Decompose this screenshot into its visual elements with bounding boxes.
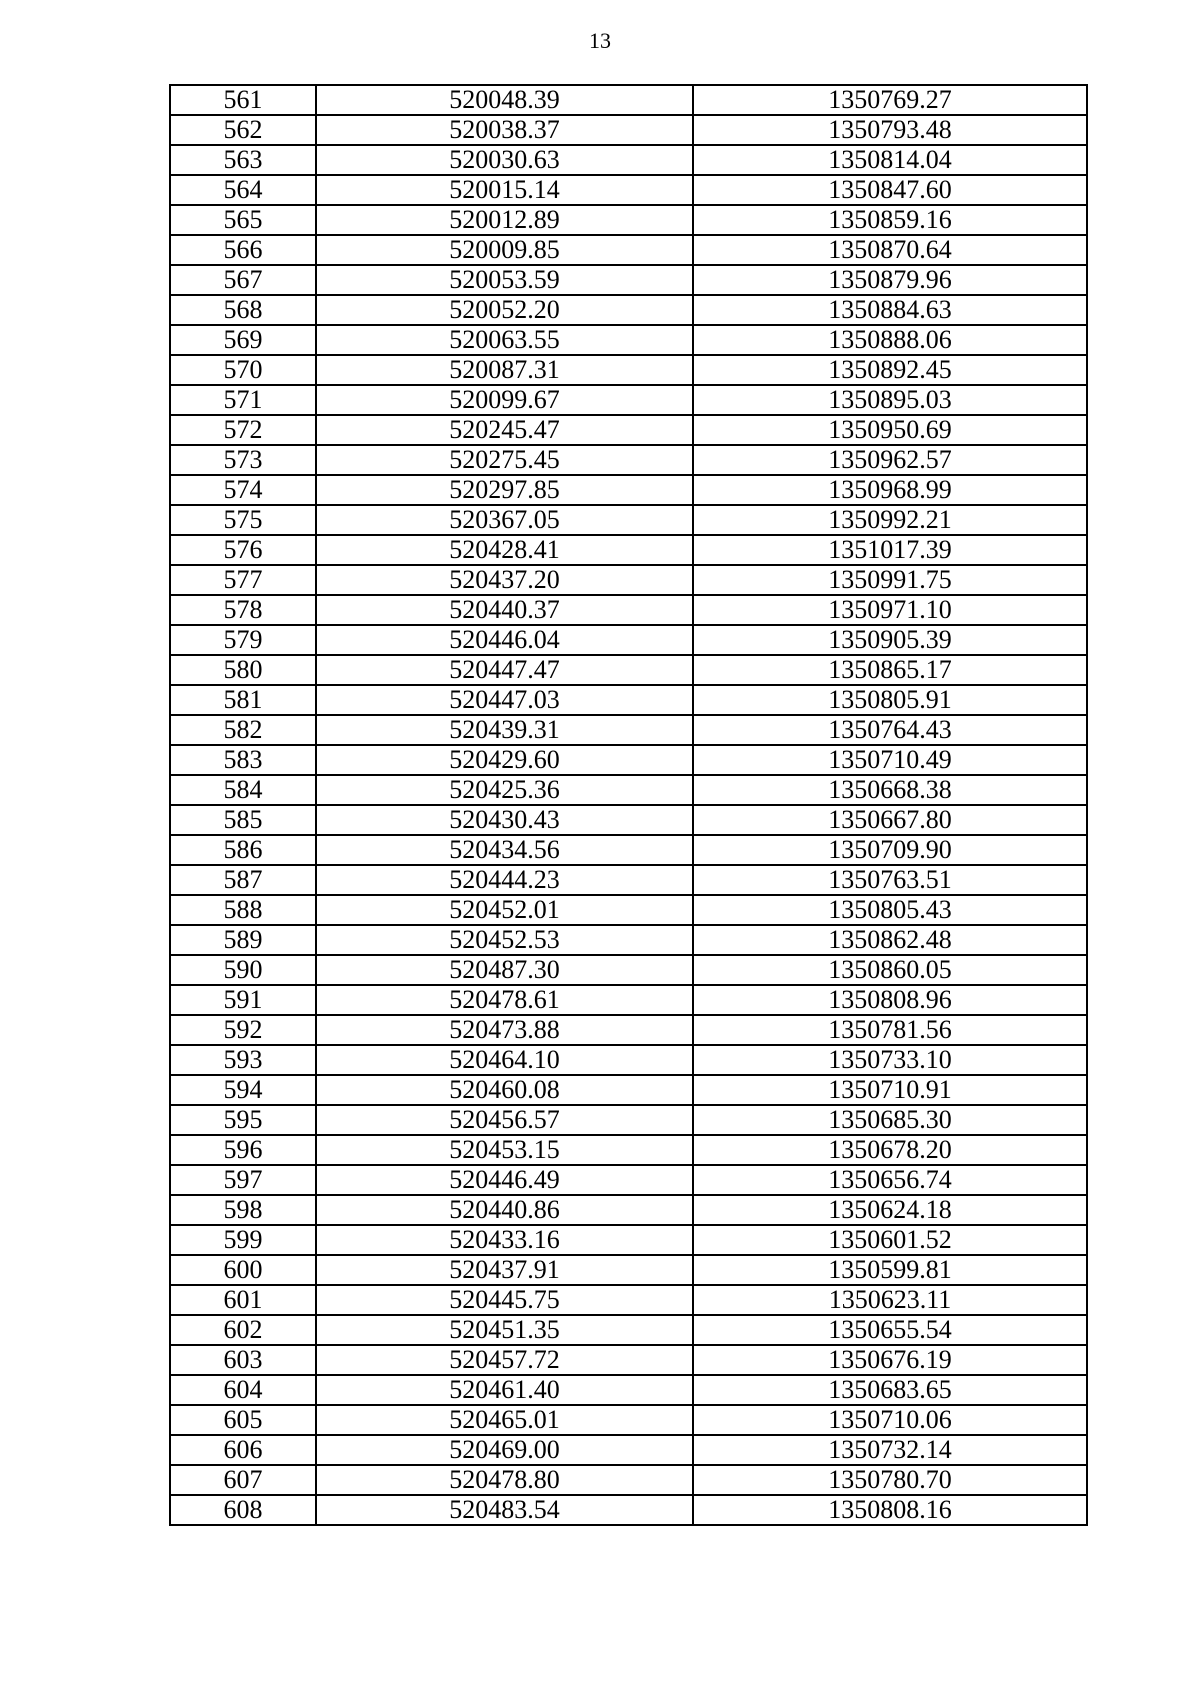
point-number-cell: 583 xyxy=(170,745,316,775)
table-row xyxy=(170,535,1087,565)
table-row xyxy=(170,1075,1087,1105)
y-coordinate-cell: 1350888.06 xyxy=(693,325,1087,355)
y-coordinate-cell: 1350884.63 xyxy=(693,295,1087,325)
y-coordinate-cell: 1350732.14 xyxy=(693,1435,1087,1465)
table-row xyxy=(170,295,1087,325)
table-row xyxy=(170,1015,1087,1045)
point-number-cell: 585 xyxy=(170,805,316,835)
point-number-cell: 574 xyxy=(170,475,316,505)
point-number-cell: 576 xyxy=(170,535,316,565)
table-row xyxy=(170,265,1087,295)
table-row xyxy=(170,445,1087,475)
table-row xyxy=(170,85,1087,115)
y-coordinate-cell: 1350862.48 xyxy=(693,925,1087,955)
table-row xyxy=(170,1465,1087,1495)
point-number-cell: 590 xyxy=(170,955,316,985)
x-coordinate-cell: 520015.14 xyxy=(316,175,693,205)
x-coordinate-cell: 520447.03 xyxy=(316,685,693,715)
table-row xyxy=(170,205,1087,235)
x-coordinate-cell: 520447.47 xyxy=(316,655,693,685)
table-row xyxy=(170,835,1087,865)
point-number-cell: 596 xyxy=(170,1135,316,1165)
y-coordinate-cell: 1350676.19 xyxy=(693,1345,1087,1375)
x-coordinate-cell: 520012.89 xyxy=(316,205,693,235)
table-row xyxy=(170,475,1087,505)
x-coordinate-cell: 520461.40 xyxy=(316,1375,693,1405)
x-coordinate-cell: 520445.75 xyxy=(316,1285,693,1315)
x-coordinate-cell: 520465.01 xyxy=(316,1405,693,1435)
x-coordinate-cell: 520297.85 xyxy=(316,475,693,505)
table-row xyxy=(170,865,1087,895)
y-coordinate-cell: 1350870.64 xyxy=(693,235,1087,265)
x-coordinate-cell: 520048.39 xyxy=(316,85,693,115)
y-coordinate-cell: 1350793.48 xyxy=(693,115,1087,145)
x-coordinate-cell: 520063.55 xyxy=(316,325,693,355)
point-number-cell: 584 xyxy=(170,775,316,805)
point-number-cell: 566 xyxy=(170,235,316,265)
x-coordinate-cell: 520437.91 xyxy=(316,1255,693,1285)
x-coordinate-cell: 520464.10 xyxy=(316,1045,693,1075)
y-coordinate-cell: 1350968.99 xyxy=(693,475,1087,505)
x-coordinate-cell: 520452.01 xyxy=(316,895,693,925)
table-row xyxy=(170,145,1087,175)
table-row xyxy=(170,1375,1087,1405)
point-number-cell: 581 xyxy=(170,685,316,715)
y-coordinate-cell: 1350992.21 xyxy=(693,505,1087,535)
point-number-cell: 564 xyxy=(170,175,316,205)
x-coordinate-cell: 520428.41 xyxy=(316,535,693,565)
y-coordinate-cell: 1350667.80 xyxy=(693,805,1087,835)
table-row xyxy=(170,1105,1087,1135)
point-number-cell: 604 xyxy=(170,1375,316,1405)
point-number-cell: 603 xyxy=(170,1345,316,1375)
table-row xyxy=(170,1045,1087,1075)
x-coordinate-cell: 520367.05 xyxy=(316,505,693,535)
point-number-cell: 563 xyxy=(170,145,316,175)
table-row xyxy=(170,415,1087,445)
table-row xyxy=(170,715,1087,745)
x-coordinate-cell: 520440.86 xyxy=(316,1195,693,1225)
x-coordinate-cell: 520460.08 xyxy=(316,1075,693,1105)
point-number-cell: 597 xyxy=(170,1165,316,1195)
y-coordinate-cell: 1350623.11 xyxy=(693,1285,1087,1315)
x-coordinate-cell: 520245.47 xyxy=(316,415,693,445)
x-coordinate-cell: 520487.30 xyxy=(316,955,693,985)
y-coordinate-cell: 1350892.45 xyxy=(693,355,1087,385)
y-coordinate-cell: 1350656.74 xyxy=(693,1165,1087,1195)
point-number-cell: 573 xyxy=(170,445,316,475)
point-number-cell: 601 xyxy=(170,1285,316,1315)
point-number-cell: 572 xyxy=(170,415,316,445)
point-number-cell: 571 xyxy=(170,385,316,415)
x-coordinate-cell: 520052.20 xyxy=(316,295,693,325)
x-coordinate-cell: 520444.23 xyxy=(316,865,693,895)
x-coordinate-cell: 520451.35 xyxy=(316,1315,693,1345)
coordinates-table xyxy=(169,84,1088,1526)
point-number-cell: 588 xyxy=(170,895,316,925)
y-coordinate-cell: 1350971.10 xyxy=(693,595,1087,625)
table-row xyxy=(170,985,1087,1015)
point-number-cell: 565 xyxy=(170,205,316,235)
table-row xyxy=(170,1495,1087,1525)
x-coordinate-cell: 520478.80 xyxy=(316,1465,693,1495)
table-row xyxy=(170,1135,1087,1165)
table-row xyxy=(170,745,1087,775)
page-number: 13 xyxy=(589,28,611,53)
table-row xyxy=(170,625,1087,655)
x-coordinate-cell: 520433.16 xyxy=(316,1225,693,1255)
point-number-cell: 562 xyxy=(170,115,316,145)
x-coordinate-cell: 520434.56 xyxy=(316,835,693,865)
point-number-cell: 593 xyxy=(170,1045,316,1075)
point-number-cell: 561 xyxy=(170,85,316,115)
y-coordinate-cell: 1350685.30 xyxy=(693,1105,1087,1135)
table-row xyxy=(170,1225,1087,1255)
y-coordinate-cell: 1350624.18 xyxy=(693,1195,1087,1225)
y-coordinate-cell: 1350865.17 xyxy=(693,655,1087,685)
y-coordinate-cell: 1350859.16 xyxy=(693,205,1087,235)
point-number-cell: 575 xyxy=(170,505,316,535)
x-coordinate-cell: 520440.37 xyxy=(316,595,693,625)
y-coordinate-cell: 1350769.27 xyxy=(693,85,1087,115)
table-row xyxy=(170,115,1087,145)
table-row xyxy=(170,685,1087,715)
table-row xyxy=(170,175,1087,205)
x-coordinate-cell: 520429.60 xyxy=(316,745,693,775)
x-coordinate-cell: 520457.72 xyxy=(316,1345,693,1375)
y-coordinate-cell: 1350991.75 xyxy=(693,565,1087,595)
x-coordinate-cell: 520053.59 xyxy=(316,265,693,295)
point-number-cell: 577 xyxy=(170,565,316,595)
point-number-cell: 580 xyxy=(170,655,316,685)
y-coordinate-cell: 1350710.91 xyxy=(693,1075,1087,1105)
point-number-cell: 582 xyxy=(170,715,316,745)
y-coordinate-cell: 1350847.60 xyxy=(693,175,1087,205)
point-number-cell: 598 xyxy=(170,1195,316,1225)
y-coordinate-cell: 1350805.91 xyxy=(693,685,1087,715)
y-coordinate-cell: 1350601.52 xyxy=(693,1225,1087,1255)
y-coordinate-cell: 1350962.57 xyxy=(693,445,1087,475)
x-coordinate-cell: 520009.85 xyxy=(316,235,693,265)
y-coordinate-cell: 1350950.69 xyxy=(693,415,1087,445)
point-number-cell: 587 xyxy=(170,865,316,895)
point-number-cell: 600 xyxy=(170,1255,316,1285)
point-number-cell: 594 xyxy=(170,1075,316,1105)
y-coordinate-cell: 1350764.43 xyxy=(693,715,1087,745)
point-number-cell: 608 xyxy=(170,1495,316,1525)
table-row xyxy=(170,1255,1087,1285)
table-row xyxy=(170,655,1087,685)
x-coordinate-cell: 520483.54 xyxy=(316,1495,693,1525)
table-row xyxy=(170,775,1087,805)
x-coordinate-cell: 520478.61 xyxy=(316,985,693,1015)
x-coordinate-cell: 520439.31 xyxy=(316,715,693,745)
point-number-cell: 570 xyxy=(170,355,316,385)
table-row xyxy=(170,325,1087,355)
y-coordinate-cell: 1350805.43 xyxy=(693,895,1087,925)
y-coordinate-cell: 1350710.49 xyxy=(693,745,1087,775)
table-row xyxy=(170,1195,1087,1225)
y-coordinate-cell: 1350709.90 xyxy=(693,835,1087,865)
table-row xyxy=(170,235,1087,265)
table-row xyxy=(170,955,1087,985)
point-number-cell: 607 xyxy=(170,1465,316,1495)
y-coordinate-cell: 1350733.10 xyxy=(693,1045,1087,1075)
point-number-cell: 592 xyxy=(170,1015,316,1045)
y-coordinate-cell: 1350763.51 xyxy=(693,865,1087,895)
table-row xyxy=(170,1405,1087,1435)
table-row xyxy=(170,1165,1087,1195)
point-number-cell: 606 xyxy=(170,1435,316,1465)
x-coordinate-cell: 520452.53 xyxy=(316,925,693,955)
x-coordinate-cell: 520469.00 xyxy=(316,1435,693,1465)
x-coordinate-cell: 520473.88 xyxy=(316,1015,693,1045)
x-coordinate-cell: 520038.37 xyxy=(316,115,693,145)
table-row xyxy=(170,355,1087,385)
x-coordinate-cell: 520425.36 xyxy=(316,775,693,805)
point-number-cell: 589 xyxy=(170,925,316,955)
x-coordinate-cell: 520087.31 xyxy=(316,355,693,385)
y-coordinate-cell: 1350879.96 xyxy=(693,265,1087,295)
x-coordinate-cell: 520453.15 xyxy=(316,1135,693,1165)
y-coordinate-cell: 1350814.04 xyxy=(693,145,1087,175)
x-coordinate-cell: 520275.45 xyxy=(316,445,693,475)
y-coordinate-cell: 1350710.06 xyxy=(693,1405,1087,1435)
y-coordinate-cell: 1350655.54 xyxy=(693,1315,1087,1345)
table-row xyxy=(170,505,1087,535)
point-number-cell: 602 xyxy=(170,1315,316,1345)
x-coordinate-cell: 520099.67 xyxy=(316,385,693,415)
point-number-cell: 586 xyxy=(170,835,316,865)
x-coordinate-cell: 520446.49 xyxy=(316,1165,693,1195)
y-coordinate-cell: 1350860.05 xyxy=(693,955,1087,985)
y-coordinate-cell: 1350781.56 xyxy=(693,1015,1087,1045)
table-row xyxy=(170,1285,1087,1315)
coordinates-table-body xyxy=(170,85,1087,1525)
point-number-cell: 578 xyxy=(170,595,316,625)
y-coordinate-cell: 1350905.39 xyxy=(693,625,1087,655)
table-row xyxy=(170,1435,1087,1465)
point-number-cell: 579 xyxy=(170,625,316,655)
y-coordinate-cell: 1350808.16 xyxy=(693,1495,1087,1525)
point-number-cell: 569 xyxy=(170,325,316,355)
point-number-cell: 567 xyxy=(170,265,316,295)
point-number-cell: 605 xyxy=(170,1405,316,1435)
point-number-cell: 595 xyxy=(170,1105,316,1135)
table-row xyxy=(170,565,1087,595)
y-coordinate-cell: 1350780.70 xyxy=(693,1465,1087,1495)
x-coordinate-cell: 520446.04 xyxy=(316,625,693,655)
table-row xyxy=(170,805,1087,835)
x-coordinate-cell: 520456.57 xyxy=(316,1105,693,1135)
table-row xyxy=(170,385,1087,415)
table-row xyxy=(170,1315,1087,1345)
x-coordinate-cell: 520437.20 xyxy=(316,565,693,595)
point-number-cell: 568 xyxy=(170,295,316,325)
y-coordinate-cell: 1350668.38 xyxy=(693,775,1087,805)
table-row xyxy=(170,595,1087,625)
table-row xyxy=(170,925,1087,955)
point-number-cell: 599 xyxy=(170,1225,316,1255)
table-row xyxy=(170,895,1087,925)
x-coordinate-cell: 520030.63 xyxy=(316,145,693,175)
x-coordinate-cell: 520430.43 xyxy=(316,805,693,835)
y-coordinate-cell: 1350895.03 xyxy=(693,385,1087,415)
table-row xyxy=(170,1345,1087,1375)
y-coordinate-cell: 1350678.20 xyxy=(693,1135,1087,1165)
point-number-cell: 591 xyxy=(170,985,316,1015)
y-coordinate-cell: 1350808.96 xyxy=(693,985,1087,1015)
y-coordinate-cell: 1350599.81 xyxy=(693,1255,1087,1285)
y-coordinate-cell: 1350683.65 xyxy=(693,1375,1087,1405)
y-coordinate-cell: 1351017.39 xyxy=(693,535,1087,565)
